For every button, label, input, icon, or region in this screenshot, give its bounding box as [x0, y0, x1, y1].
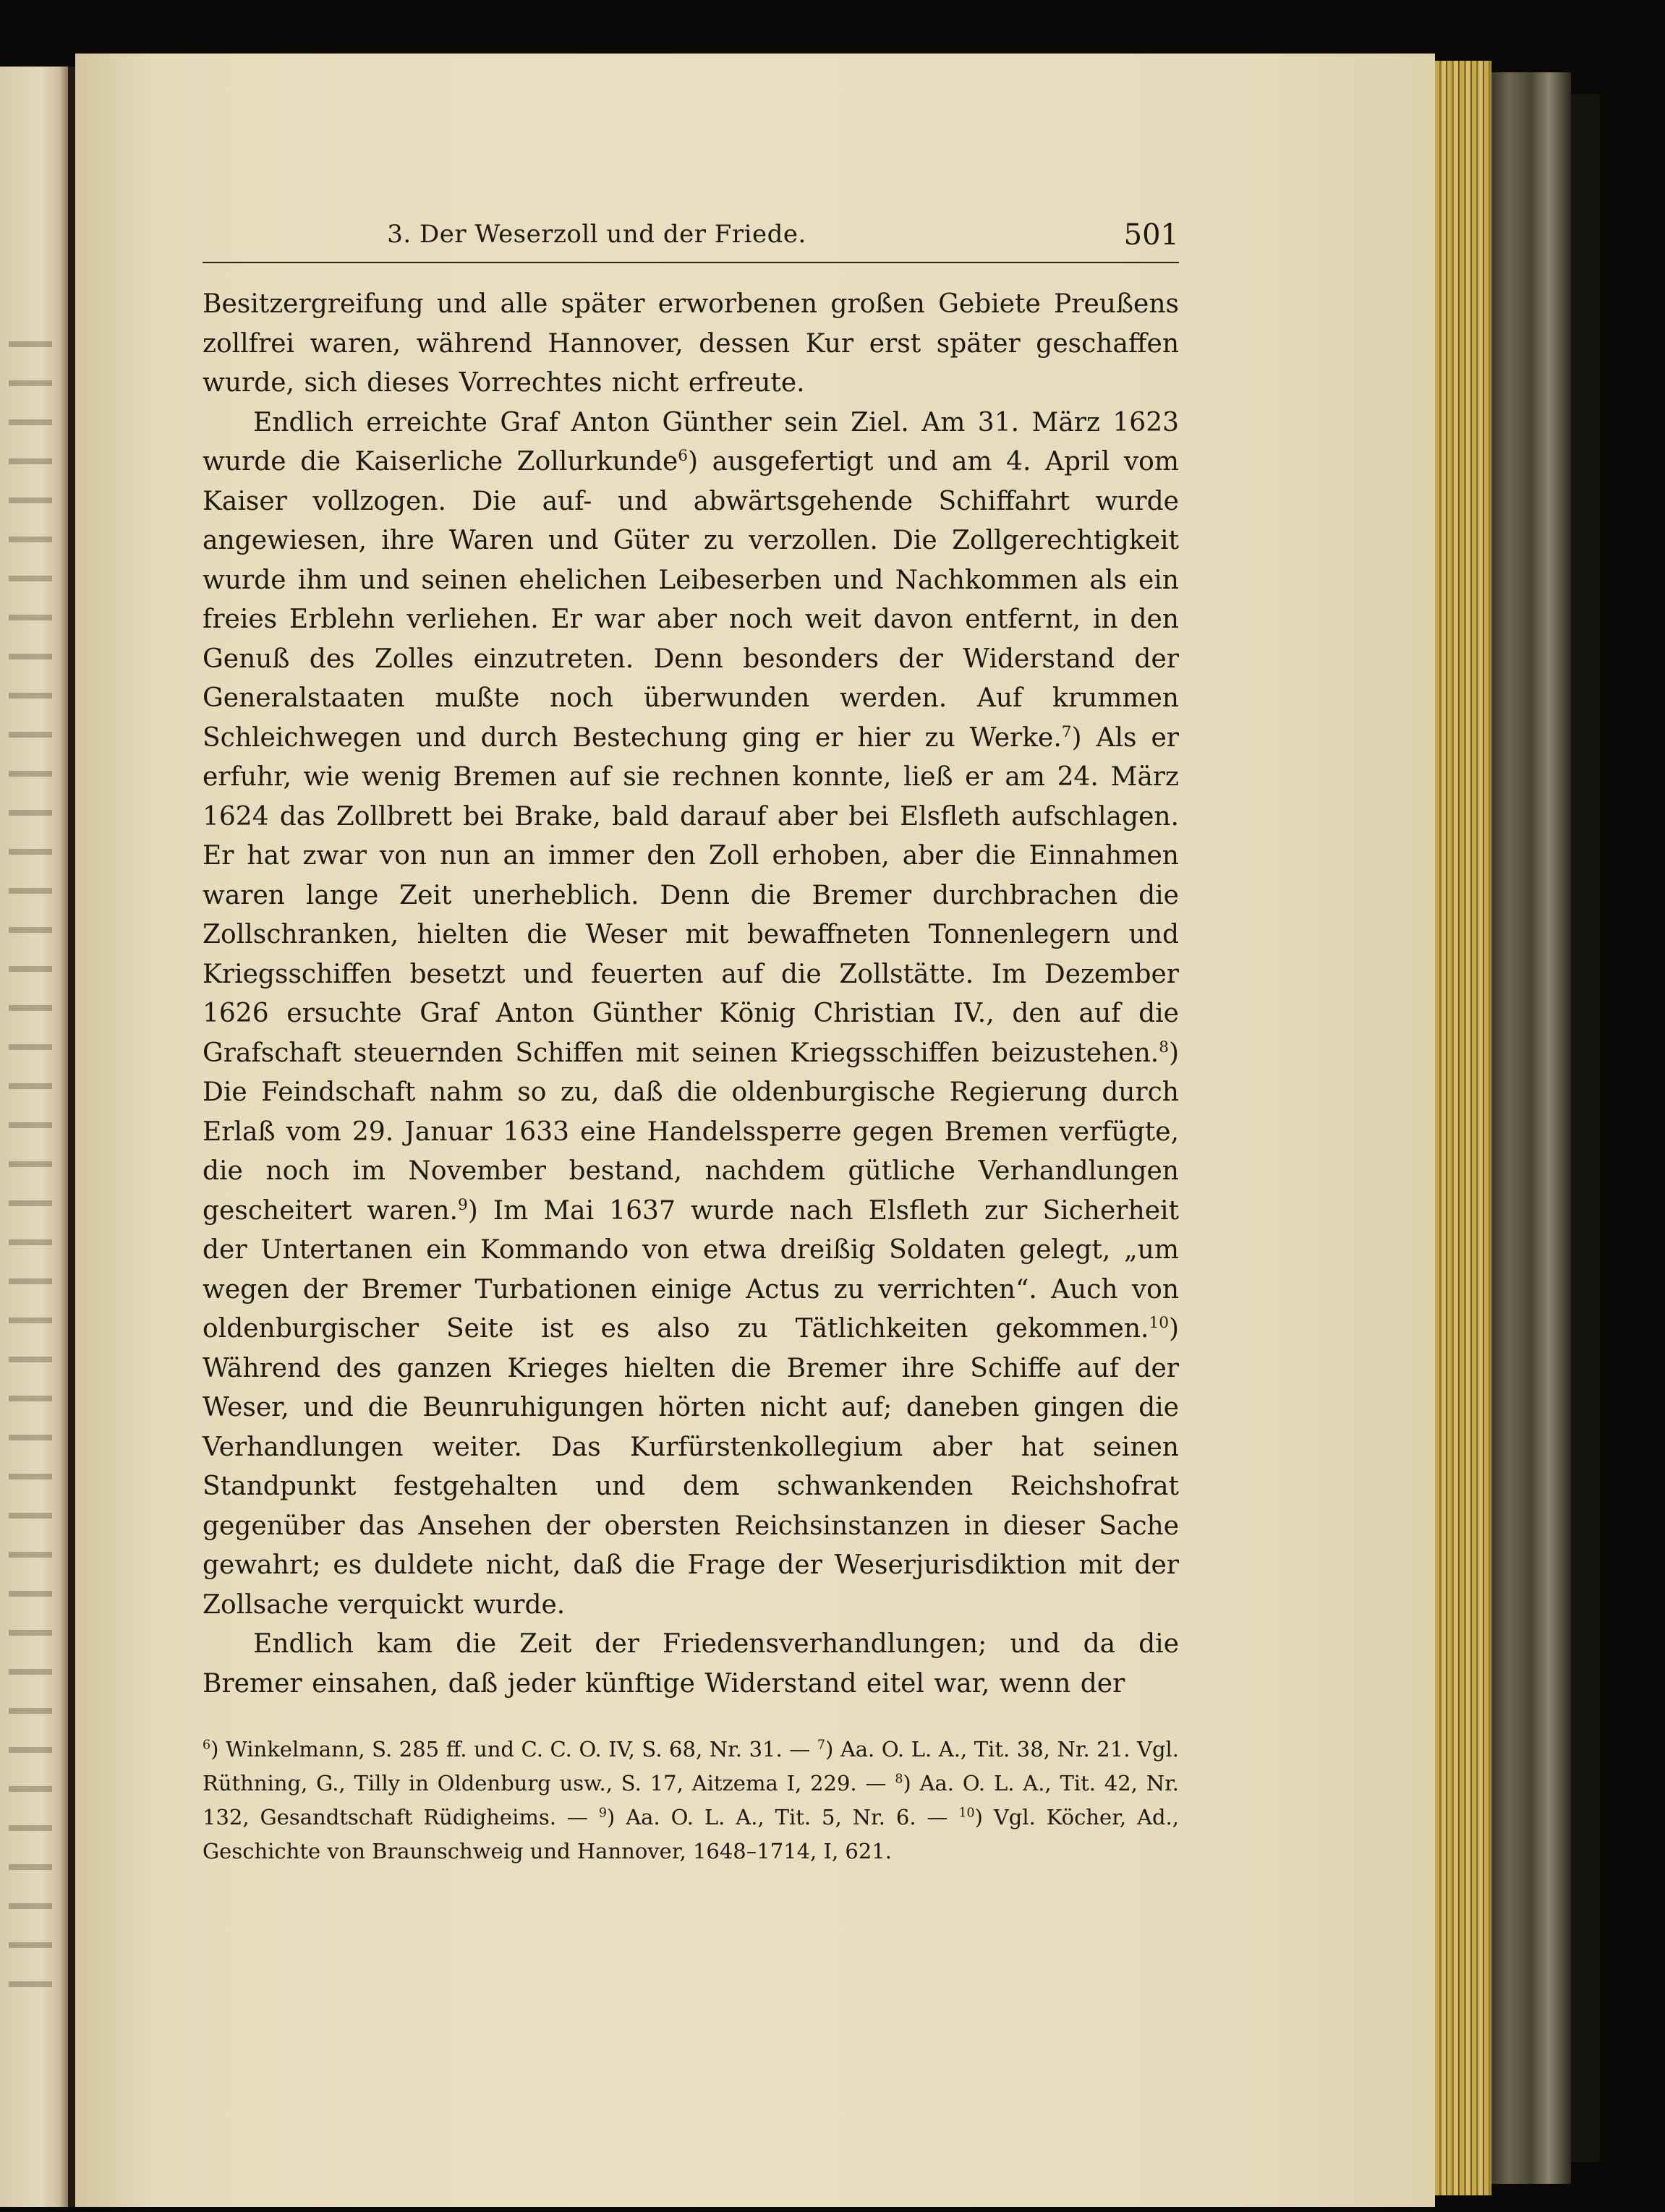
text-run: ) Aa. O. L. A., Tit. 42, Nr. 132, Gesandtschaft Rüdigheims. — [203, 1771, 1179, 1829]
footnote-marker: 10 [958, 1806, 975, 1821]
text-run: Endlich erreichte Graf Anton Günther sein Ziel. Am 31. März 1623 wurde die Kaiserliche Zollurkunde [203, 407, 1179, 477]
paragraph [203, 285, 1179, 403]
page-edges [1435, 61, 1491, 2195]
left-page-edge [0, 67, 68, 2207]
footnote-marker: 10 [1149, 1314, 1169, 1332]
footnote-marker: 8 [895, 1772, 903, 1787]
page-text-block [203, 210, 1179, 1869]
text-run: Besitzergreifung und alle später erworbenen großen Gebiete Preußens zollfrei waren, während Hannover, dessen Kur erst später geschaffen wurde, sich dieses Vorrechtes nicht erfreute. [203, 289, 1179, 398]
text-run: ) Aa. O. L. A., Tit. 5, Nr. 6. — [606, 1805, 959, 1829]
text-run: Endlich kam die Zeit der Friedensverhandlungen; und da die Bremer einsahen, daß jeder künftige Widerstand eitel war, wenn der [203, 1629, 1179, 1699]
page-number: 501 [1123, 218, 1179, 252]
footnote-marker: 9 [598, 1806, 607, 1821]
footnote-marker: 6 [678, 447, 689, 465]
footnote-marker: 7 [817, 1738, 825, 1753]
footnote-marker: 6 [203, 1738, 211, 1753]
text-run: ) Als er erfuhr, wie wenig Bremen auf sie rechnen konnte, ließ er am 24. März 1624 das Zollbrett bei Brake, bald darauf aber bei Elsfleth aufschlagen. Er hat zwar von nun an immer den Zoll erhoben, aber die Einnahmen waren lange Zeit unerheblich. Denn die Bremer durchbrachen die Zollschranken, hielten die Weser mit bewaffneten Tonnenlegern und Kriegsschiffen besetzt und feuerten auf die Zollstätte. Im Dezember 1626 ersuchte Graf Anton Günther König Christian IV., den auf die Grafschaft steuernden Schiffen mit seinen Kriegsschiffen beizustehen. [203, 722, 1179, 1068]
running-title: 3. Der Weserzoll und der Friede. [387, 220, 806, 249]
footnote-text [203, 1733, 1179, 1869]
text-run: ) Die Feindschaft nahm so zu, daß die oldenburgische Regierung durch Erlaß vom 29. Januar 1633 eine Handelssperre gegen Bremen verfügte, die noch im November bestand, nachdem gütliche Verhandlungen gescheitert waren. [203, 1038, 1179, 1226]
paragraph [203, 1625, 1179, 1704]
text-run: ) Vgl. Köcher, Ad., Geschichte von Braunschweig und Hannover, 1648–1714, I, 621. [203, 1805, 1179, 1863]
text-run: ) Aa. O. L. A., Tit. 38, Nr. 21. Vgl. Rüthning, G., Tilly in Oldenburg usw., S. 17, Aitzema I, 229. — [203, 1737, 1179, 1795]
footnote-marker: 9 [457, 1195, 468, 1214]
body-text [203, 285, 1179, 1704]
text-run: ) Während des ganzen Krieges hielten die Bremer ihre Schiffe auf der Weser, und die Beunruhigungen hörten nicht auf; daneben gingen die Verhandlungen weiter. Das Kurfürstenkollegium aber hat seinen Standpunkt festgehalten und dem schwankenden Reichshofrat gegenüber das Ansehen der obersten Reichsinstanzen in dieser Sache gewahrt; es duldete nicht, daß die Frage der Weserjurisdiktion mit der Zollsache verquickt wurde. [203, 1314, 1179, 1620]
book-cover [1491, 72, 1571, 2184]
header-rule [203, 262, 1179, 263]
footnote-marker: 8 [1159, 1038, 1169, 1056]
left-page-text-fragment [9, 341, 52, 2004]
cover-shadow [1571, 94, 1600, 2162]
text-run: ) Winkelmann, S. 285 ff. und C. C. O. IV, S. 68, Nr. 31. — [210, 1737, 817, 1762]
text-run: ) ausgefertigt und am 4. April vom Kaiser vollzogen. Die auf- und abwärtsgehende Schiffahrt wurde angewiesen, ihre Waren und Güter zu verzollen. Die Zollgerechtigkeit wurde ihm und seinen ehelichen Leibeserben und Nachkommen als ein freies Erblehn verliehen. Er war aber noch weit davon entfernt, in den Genuß des Zolles einzutreten. Denn besonders der Widerstand der Generalstaaten mußte noch überwunden werden. Auf krummen Schleichwegen und durch Bestechung ging er hier zu Werke. [203, 447, 1179, 753]
running-head [203, 210, 1179, 265]
footnote-marker: 7 [1061, 722, 1072, 741]
footnotes [203, 1733, 1179, 1869]
text-run: ) Im Mai 1637 wurde nach Elsfleth zur Sicherheit der Untertanen ein Kommando von etwa dreißig Soldaten gelegt, „um wegen der Bremer Turbationen einige Actus zu verrichten“. Auch von oldenburgischer Seite ist es also zu Tätlichkeiten gekommen. [203, 1195, 1179, 1344]
paragraph [203, 403, 1179, 1626]
